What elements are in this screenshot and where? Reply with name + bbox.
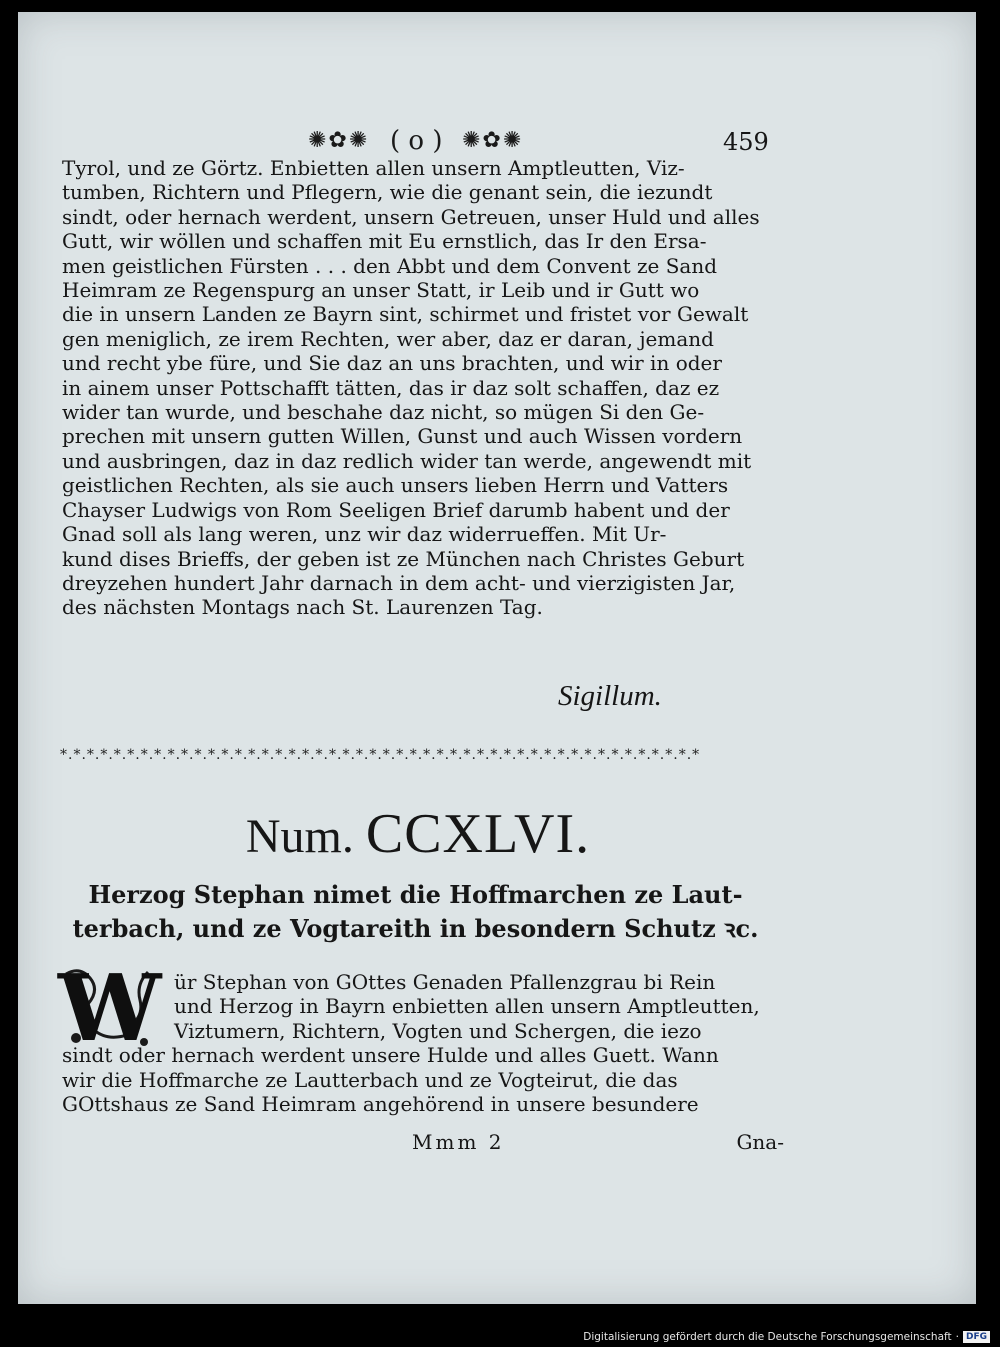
text-line: des nächsten Montags nach St. Laurenzen Tag. xyxy=(62,595,543,620)
text-line: Chayser Ludwigs von Rom Seeligen Brief darumb habent und der xyxy=(62,497,730,522)
text-line: sindt oder hernach werdent unsere Hulde und alles Guett. Wann xyxy=(62,1043,719,1068)
document-text-new xyxy=(62,970,784,1116)
text-line: dreyzehen hundert Jahr darnach in dem acht- und vierzigisten Jar, xyxy=(62,570,736,595)
header-mark: ( o ) xyxy=(390,126,443,156)
text-line: die in unsern Landen ze Bayrn sint, schirmet und fristet vor Gewalt xyxy=(62,302,749,327)
drop-cap: W xyxy=(58,954,162,1062)
signature-mark: Mmm 2 xyxy=(412,1130,505,1154)
text-line: tumben, Richtern und Pflegern, wie die genant sein, die iezundt xyxy=(62,180,713,205)
text-line: GOttshaus ze Sand Heimram angehörend in unsere besundere xyxy=(62,1092,699,1117)
header-ornament-right: ✺✿✺ xyxy=(462,128,524,153)
text-line: Tyrol, und ze Görtz. Enbietten allen unsern Amptleutten, Viz- xyxy=(62,156,685,180)
text-line: Heimram ze Regenspurg an unser Statt, ir Leib und ir Gutt wo xyxy=(62,278,700,303)
num-prefix: Num. xyxy=(245,810,354,863)
book-page xyxy=(18,12,976,1304)
text-line: und ausbringen, daz in daz redlich wider tan werde, angewendt mit xyxy=(62,448,752,473)
subtitle-line: terbach, und ze Vogtareith in besondern Schutz ꝛc. xyxy=(72,914,759,943)
text-line: Gnad soll als lang weren, unz wir daz widerrueffen. Mit Ur- xyxy=(62,522,667,547)
text-line: wir die Hoffmarche ze Lautterbach und ze Vogteirut, die das xyxy=(62,1067,678,1092)
text-line: Gutt, wir wöllen und schaffen mit Eu ernstlich, das Ir den Ersa- xyxy=(62,229,707,254)
sigillum-label: Sigillum. xyxy=(558,680,662,712)
ornamental-divider: *.*.*.*.*.*.*.*.*.*.*.*.*.*.*.*.*.*.*.*.*.*.*.*.*.*.*.*.*.*.*.*.*.*.*.*.*.*.*.*.*.*.*.*.*.*.*.* xyxy=(60,747,701,763)
document-text-continued xyxy=(62,156,762,620)
page-number: 459 xyxy=(723,128,769,156)
text-line: ür Stephan von GOttes Genaden Pfallenzgrau bi Rein xyxy=(174,970,716,994)
footer-credit: Digitalisierung gefördert durch die Deutsche Forschungsgemeinschaft xyxy=(583,1331,952,1343)
text-line: gen meniglich, ze irem Rechten, wer aber, daz er daran, jemand xyxy=(62,326,714,351)
text-line: sindt, oder hernach werdent, unsern Getreuen, unser Huld und alles xyxy=(62,204,760,229)
dfg-logo: DFG xyxy=(963,1331,990,1343)
document-subtitle xyxy=(58,878,773,946)
text-line: prechen mit unsern gutten Willen, Gunst und auch Wissen vordern xyxy=(62,424,743,449)
text-line: Viztumern, Richtern, Vogten und Schergen, die iezo xyxy=(174,1018,702,1043)
document-number-heading xyxy=(18,802,818,866)
text-line: men geistlichen Fürsten . . . den Abbt und dem Convent ze Sand xyxy=(62,253,718,278)
text-line: in ainem unser Pottschafft tätten, das ir daz solt schaffen, daz ez xyxy=(62,375,720,400)
text-line: kund dises Brieffs, der geben ist ze München nach Christes Geburt xyxy=(62,546,745,571)
subtitle-line: Herzog Stephan nimet die Hoffmarchen ze Laut- xyxy=(88,880,743,909)
text-line: wider tan wurde, und beschahe daz nicht, so mügen Si den Ge- xyxy=(62,400,705,425)
header-ornament-left: ✺✿✺ xyxy=(308,128,370,153)
footer-separator: · xyxy=(955,1331,959,1343)
num-roman: CCXLVI. xyxy=(365,803,591,865)
catchword: Gna- xyxy=(736,1130,784,1154)
text-line: und recht ybe füre, und Sie daz an uns brachten, und wir in oder xyxy=(62,351,722,376)
digitization-footer xyxy=(583,1330,990,1344)
text-line: geistlichen Rechten, als sie auch unsers lieben Herrn und Vatters xyxy=(62,473,729,498)
text-line: und Herzog in Bayrn enbietten allen unsern Amptleutten, xyxy=(174,994,760,1019)
